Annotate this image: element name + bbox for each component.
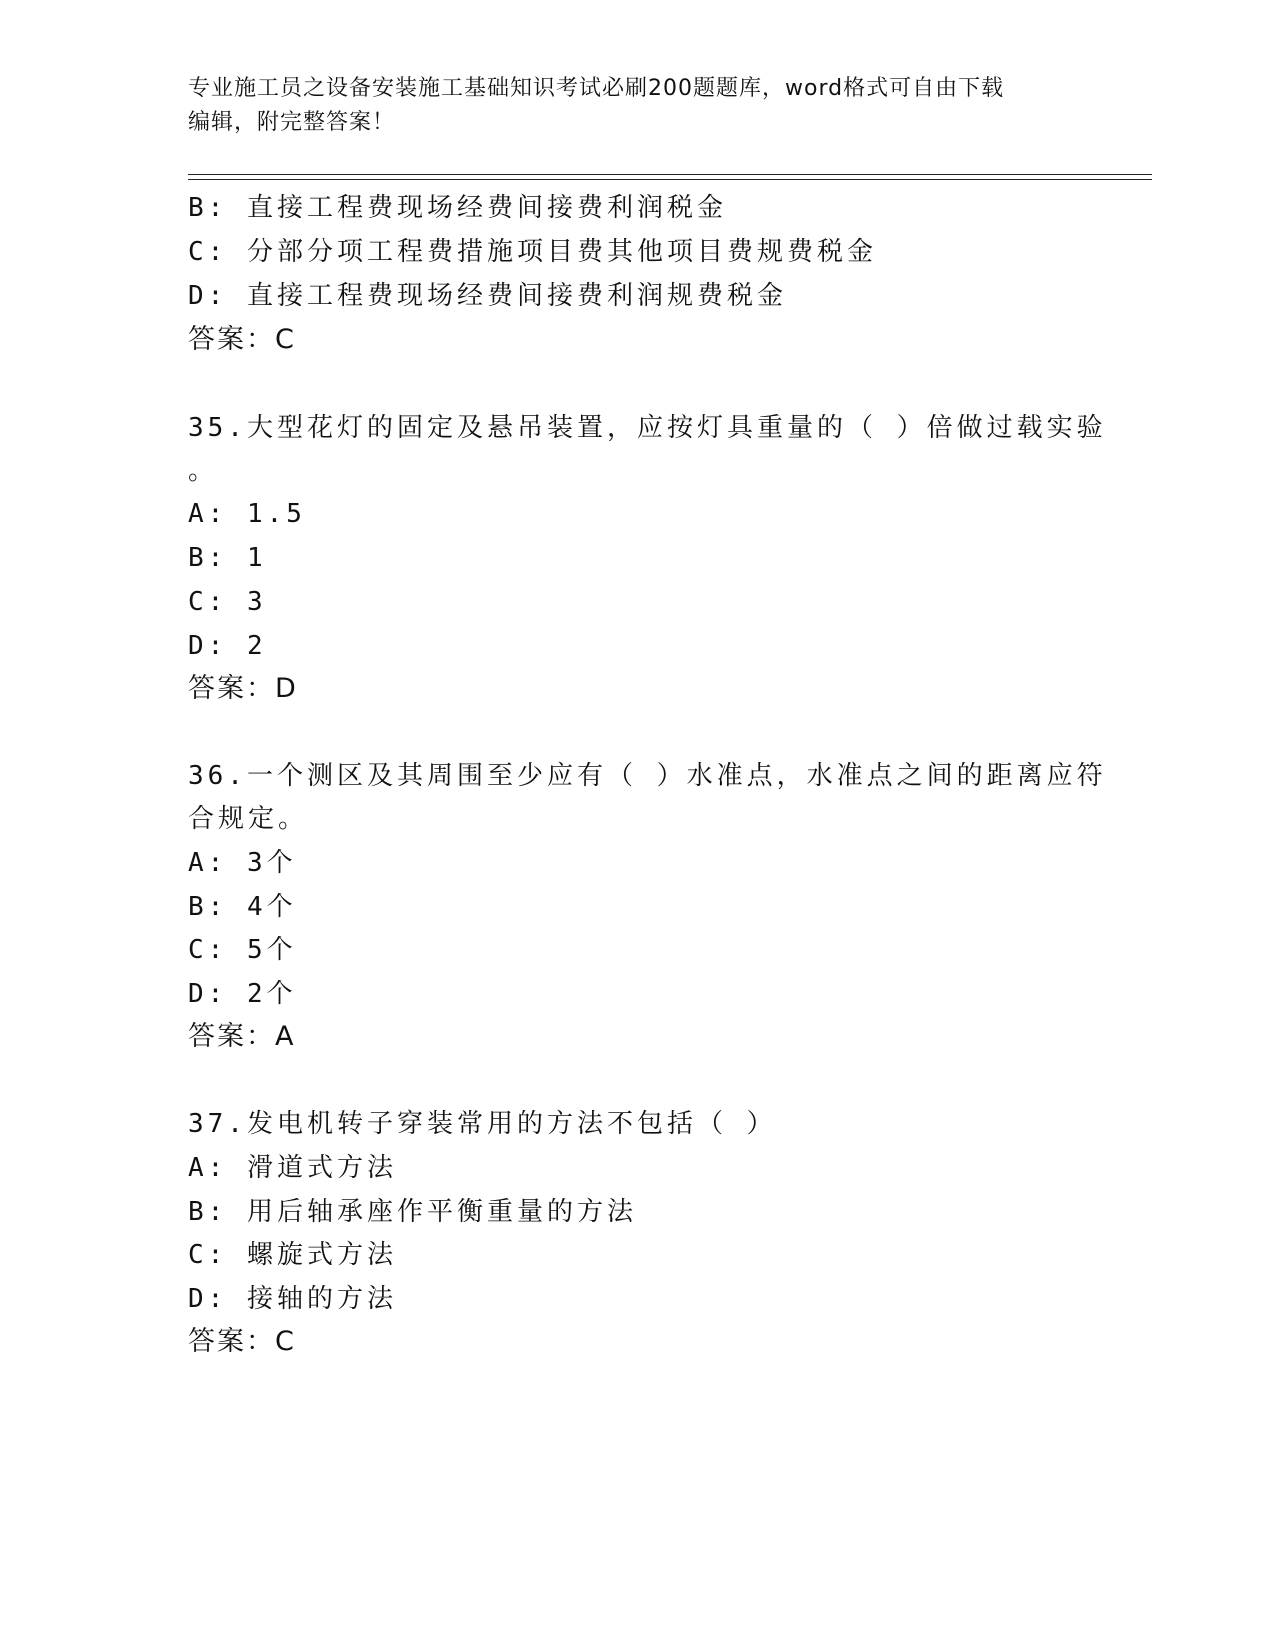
header-rule-bottom — [188, 179, 1152, 180]
q35-option-a: A: 1.5 — [188, 499, 306, 529]
q36-option-d: D: 2个 — [188, 979, 297, 1009]
q34-option-c: C: 分部分项工程费措施项目费其他项目费规费税金 — [188, 237, 877, 267]
q37-option-b: B: 用后轴承座作平衡重量的方法 — [188, 1197, 637, 1227]
q35-answer: 答案：D — [188, 673, 298, 704]
header-rule-top — [188, 174, 1152, 175]
q36-stem-line-2: 合规定。 — [188, 804, 309, 834]
q36-option-c: C: 5个 — [188, 935, 297, 965]
q34-option-d: D: 直接工程费现场经费间接费利润规费税金 — [188, 281, 787, 311]
q35-option-d: D: 2 — [188, 631, 267, 661]
q36-stem-line-1: 36.一个测区及其周围至少应有（ ）水准点，水准点之间的距离应符 — [188, 761, 1107, 791]
q35-stem-line-2: 。 — [188, 456, 219, 486]
q34-answer: 答案：C — [188, 324, 296, 355]
header-line-2: 编辑，附完整答案！ — [188, 110, 396, 135]
q37-stem-line-1: 37.发电机转子穿装常用的方法不包括（ ） — [188, 1109, 777, 1139]
q36-answer: 答案：A — [188, 1021, 296, 1052]
q34-option-b: B: 直接工程费现场经费间接费利润税金 — [188, 193, 727, 223]
q35-stem-line-1: 35.大型花灯的固定及悬吊装置，应按灯具重量的（ ）倍做过载实验 — [188, 413, 1107, 443]
header-line-1: 专业施工员之设备安装施工基础知识考试必刷200题题库，word格式可自由下载 — [188, 76, 1005, 101]
q37-option-d: D: 接轴的方法 — [188, 1284, 397, 1314]
document-header — [188, 72, 1068, 140]
q35-option-c: C: 3 — [188, 587, 267, 617]
q36-option-a: A: 3个 — [188, 848, 297, 878]
q37-option-c: C: 螺旋式方法 — [188, 1240, 397, 1270]
q37-option-a: A: 滑道式方法 — [188, 1153, 397, 1183]
q35-option-b: B: 1 — [188, 543, 267, 573]
q36-option-b: B: 4个 — [188, 892, 297, 922]
q37-answer: 答案：C — [188, 1326, 296, 1357]
